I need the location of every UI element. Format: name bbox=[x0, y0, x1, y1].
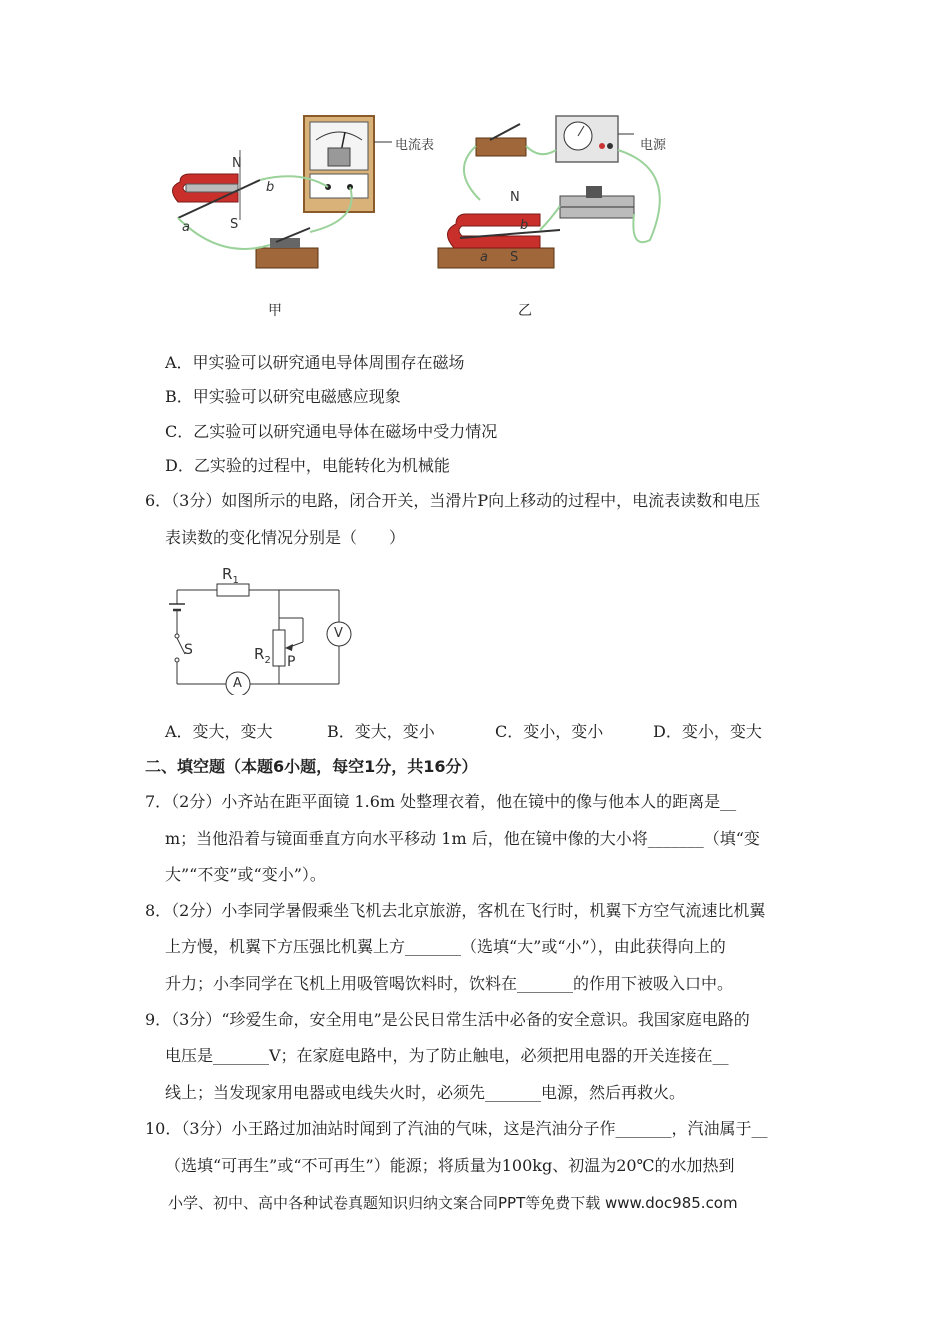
switch-left bbox=[256, 228, 318, 268]
magnet-s-label-right: S bbox=[510, 250, 519, 265]
switch-right bbox=[476, 124, 526, 156]
magnet-left bbox=[172, 174, 238, 202]
q9-line2: 电压是_______V；在家庭电路中，为了防止触电，必须把用电器的开关连接在__ bbox=[165, 1046, 729, 1065]
q7-line2: m；当他沿着与镜面垂直方向水平移动 1m 后，他在镜中像的大小将_______（填“变 bbox=[165, 829, 760, 848]
label-voltmeter-v: V bbox=[334, 626, 343, 641]
figure-caption-jia: 甲 bbox=[268, 303, 282, 319]
q5-option-a: A．甲实验可以研究通电导体周围存在磁场 bbox=[165, 353, 465, 372]
q5-option-c: C．乙实验可以研究通电导体在磁场中受力情况 bbox=[165, 422, 498, 441]
base-board bbox=[438, 248, 554, 268]
label-r1: $R_1$ bbox=[222, 565, 239, 586]
q8-line1: 8．（2分）小李同学暑假乘坐飞机去北京旅游，客机在飞行时，机翼下方空气流速比机翼 bbox=[145, 901, 766, 920]
q7-line1: 7．（2分）小齐站在距平面镜 1.6m 处整理衣着，他在镜中的像与他本人的距离是__ bbox=[145, 792, 737, 811]
label-ammeter-a: A bbox=[233, 676, 242, 691]
label-slider-p: P bbox=[287, 654, 296, 670]
magnet-n-label-right: N bbox=[510, 190, 520, 205]
q7-line3: 大”“不变”或“变小”）。 bbox=[165, 865, 326, 884]
q8-line3: 升力；小李同学在飞机上用吸管喝饮料时，饮料在_______的作用下被吸入口中。 bbox=[165, 974, 734, 993]
power-supply-label: 电源 bbox=[640, 138, 667, 153]
wire-end-a-left: a bbox=[182, 220, 190, 235]
q6-stem-line1: 6．（3分）如图所示的电路，闭合开关，当滑片P向上移动的过程中，电流表读数和电压 bbox=[145, 491, 761, 510]
power-supply-device bbox=[556, 116, 618, 162]
figure-caption-yi: 乙 bbox=[518, 303, 532, 319]
q9-line3: 线上；当发现家用电器或电线失火时，必须先_______电源，然后再救火。 bbox=[165, 1083, 686, 1102]
q5-option-d: D．乙实验的过程中，电能转化为机械能 bbox=[165, 456, 450, 475]
ammeter-device bbox=[304, 116, 374, 212]
q9-line1: 9．（3分）“珍爱生命，安全用电”是公民日常生活中必备的安全意识。我国家庭电路的 bbox=[145, 1010, 750, 1029]
page-footer: 小学、初中、高中各种试卷真题知识归纳文案合同PPT等免费下载 www.doc985.com bbox=[168, 1194, 738, 1212]
q5-option-b: B．甲实验可以研究电磁感应现象 bbox=[165, 387, 401, 406]
magnet-n-label-left: N bbox=[232, 156, 242, 171]
wire-end-a-right: a bbox=[480, 250, 488, 265]
q6-stem-line2: 表读数的变化情况分别是（ ） bbox=[165, 528, 406, 547]
q6-option-d: D．变小，变大 bbox=[653, 722, 762, 741]
label-switch-s: S bbox=[184, 642, 193, 658]
q10-line1: 10．（3分）小王路过加油站时闻到了汽油的气味，这是汽油分子作_______，汽油属于__ bbox=[145, 1119, 768, 1138]
rheostat-r2 bbox=[273, 630, 285, 666]
q10-line2: （选填“可再生”或“不可再生”）能源；将质量为100kg、初温为20℃的水加热到 bbox=[165, 1156, 735, 1175]
ammeter-label: 电流表 bbox=[395, 138, 435, 153]
wire-end-b-right: b bbox=[520, 218, 529, 233]
rheostat-device bbox=[560, 186, 634, 218]
q6-option-b: B．变大，变小 bbox=[327, 722, 435, 741]
wire-end-b-left: b bbox=[266, 180, 275, 195]
label-r2: $R_2$ bbox=[254, 645, 271, 666]
magnet-s-label-left: S bbox=[230, 217, 239, 232]
q6-option-c: C．变小，变小 bbox=[495, 722, 604, 741]
section-2-heading: 二、填空题（本题6小题，每空1分，共16分） bbox=[145, 757, 478, 776]
q6-option-a: A．变大，变大 bbox=[165, 722, 273, 741]
q8-line2: 上方慢，机翼下方压强比机翼上方_______（选填“大”或“小”），由此获得向上的 bbox=[165, 937, 726, 956]
